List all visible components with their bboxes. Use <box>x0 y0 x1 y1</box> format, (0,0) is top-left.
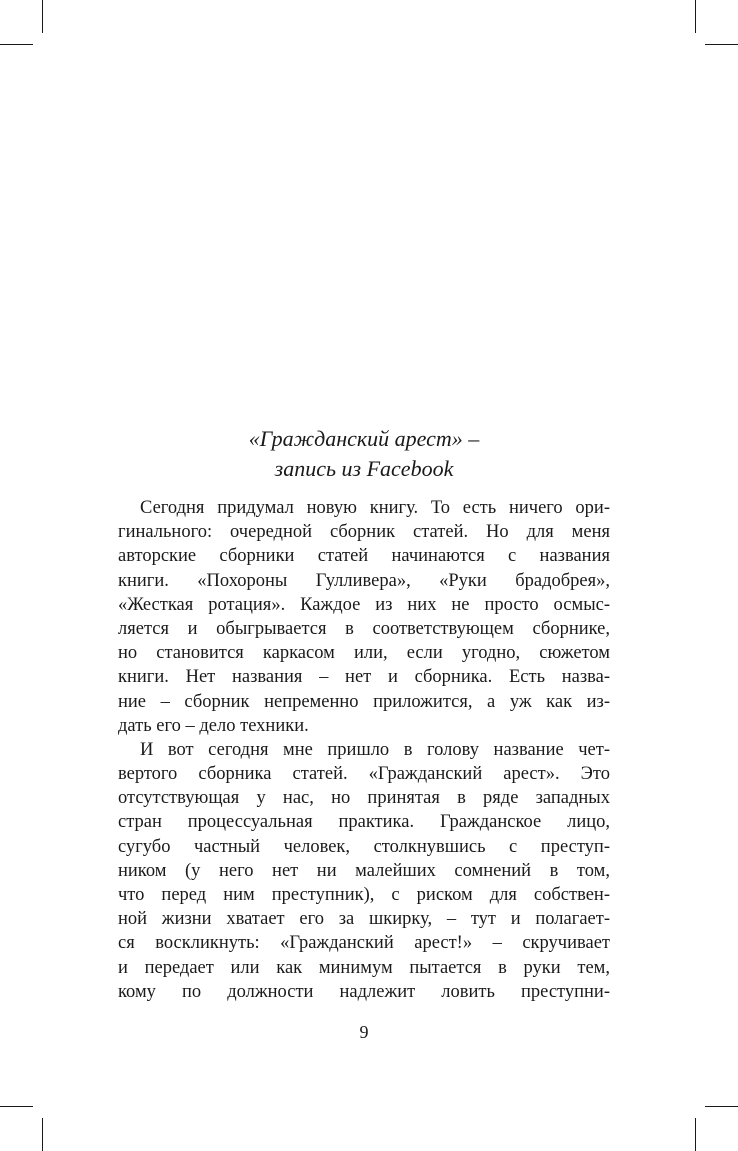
crop-mark-bottom-left-horizontal <box>0 1106 33 1107</box>
text-line: ником (у него нет ни малейших сомнений в том, <box>118 860 610 881</box>
chapter-heading <box>118 424 610 484</box>
crop-mark-bottom-right-horizontal <box>705 1106 738 1107</box>
text-line: ной жизни хватает его за шкирку, – тут и полагает- <box>118 909 610 930</box>
text-line: ние – сборник непременно приложится, а уж как из- <box>118 691 610 712</box>
text-line: авторские сборники статей начинаются с названия <box>118 546 610 567</box>
text-line: отсутствующая у нас, но принятая в ряде западных <box>118 788 610 809</box>
crop-mark-bottom-left-vertical <box>42 1118 43 1151</box>
text-line: ся воскликнуть: «Гражданский арест!» – скручивает <box>118 933 610 954</box>
crop-mark-bottom-right-vertical <box>695 1118 696 1151</box>
paragraph-2 <box>118 738 610 1004</box>
text-line: книги. «Похороны Гулливера», «Руки брадобрея», <box>118 570 610 591</box>
crop-mark-top-left-vertical <box>42 0 43 33</box>
text-line: «Жесткая ротация». Каждое из них не просто осмыс- <box>118 594 610 615</box>
text-line: сугубо частный человек, столкнувшись с преступ- <box>118 836 610 857</box>
text-line: но становится каркасом или, если угодно, сюжетом <box>118 643 610 664</box>
crop-mark-top-right-vertical <box>695 0 696 33</box>
text-line: гинального: очередной сборник статей. Но для меня <box>118 522 610 543</box>
paragraph-1 <box>118 496 610 738</box>
page-number: 9 <box>359 1022 369 1042</box>
text-line: кому по должности надлежит ловить преступни- <box>118 981 610 1002</box>
text-line: ляется и обыгрывается в соответствующем сборнике, <box>118 618 610 639</box>
crop-mark-top-left-horizontal <box>0 44 33 45</box>
crop-mark-top-right-horizontal <box>705 44 738 45</box>
body-text <box>118 496 610 1004</box>
text-line: дать его – дело техники. <box>118 715 309 736</box>
chapter-heading-line-1: «Гражданский арест» – <box>248 426 480 451</box>
text-line: что перед ним преступник), с риском для собствен- <box>118 885 610 905</box>
text-line: Сегодня придумал новую книгу. То есть ничего ори- <box>140 498 610 518</box>
text-line: И вот сегодня мне пришло в голову название чет- <box>140 739 610 760</box>
text-line: книги. Нет названия – нет и сборника. Есть назва- <box>118 667 610 688</box>
text-line: стран процессуальная практика. Гражданское лицо, <box>118 812 610 833</box>
chapter-heading-line-2: запись из Facebook <box>274 456 454 481</box>
text-line: вертого сборника статей. «Гражданский арест». Это <box>118 764 610 785</box>
text-line: и передает или как минимум пытается в руки тем, <box>118 957 610 978</box>
